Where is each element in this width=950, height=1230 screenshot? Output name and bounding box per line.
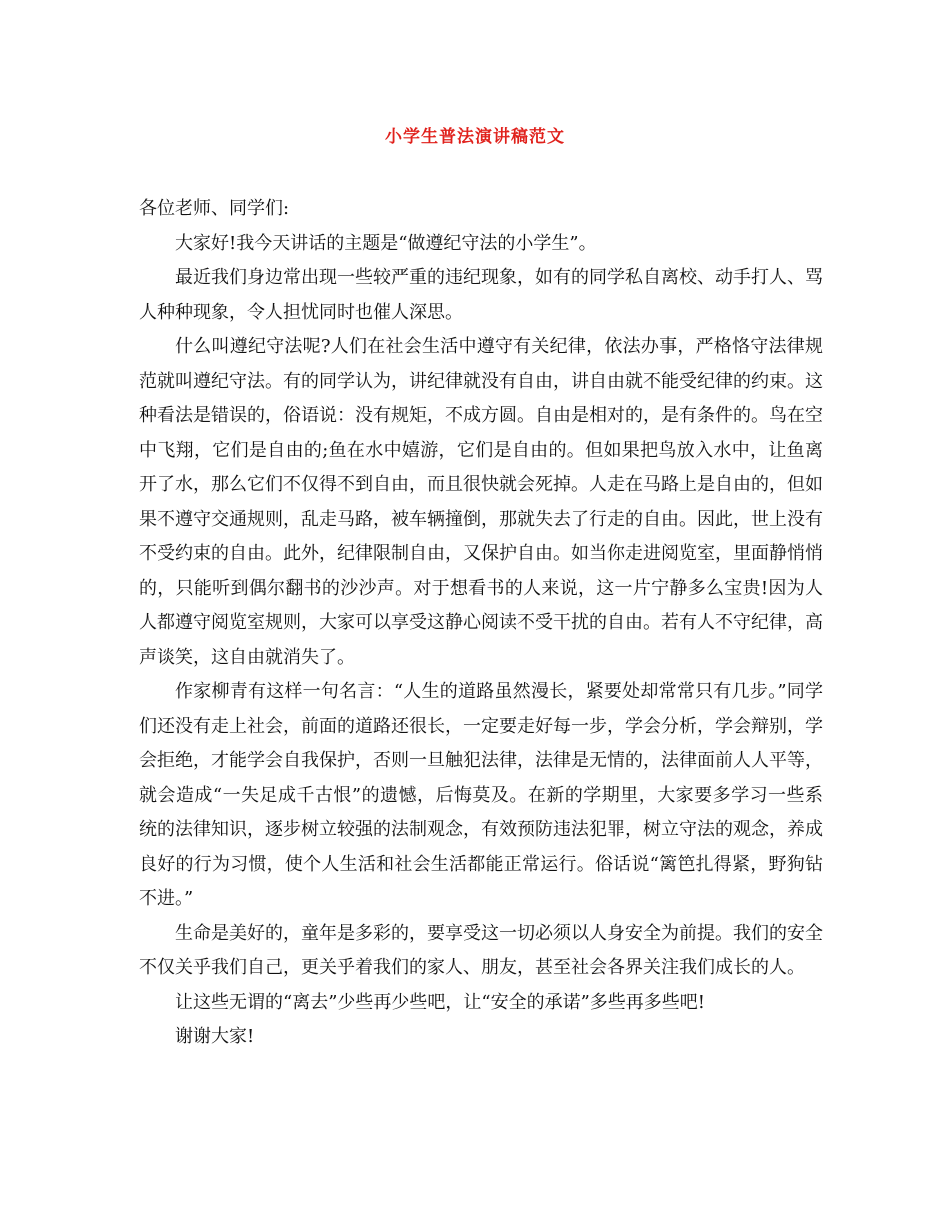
paragraph-phenomena: 最近我们身边常出现一些较严重的违纪现象，如有的同学私自离校、动手打人、骂人种种现象，令人担忧同时也催人深思。: [139, 267, 823, 323]
paragraph-appeal: 让这些无谓的“离去”少些再少些吧，让“安全的承诺”多些再多些吧!: [175, 991, 706, 1013]
paragraph-safety: 生命是美好的，童年是多彩的，要享受这一切必须以人身安全为前提。我们的安全不仅关乎我们自己，更关乎着我们的家人、朋友，甚至社会各界关注我们成长的人。: [139, 922, 823, 978]
paragraph-greeting: 大家好!我今天讲话的主题是“做遵纪守法的小学生”。: [175, 232, 597, 254]
salutation: 各位老师、同学们:: [139, 198, 290, 219]
paragraph-quote: 作家柳青有这样一句名言：“人生的道路虽然漫长，紧要处却常常只有几步。”同学们还没有走上社会，前面的道路还很长，一定要走好每一步，学会分析，学会辩别，学会拒绝，才能学会自我保护，否则一旦触犯法律，法律是无情的，法律面前人人平等，就会造成“一失足成千古恨”的遗憾，后悔莫及。在新的学期里，大家要多学习一些系统的法律知识，逐步树立较强的法制观念，有效预防违法犯罪，树立守法的观念，养成良好的行为习惯，使个人生活和社会生活都能正常运行。俗话说“篱笆扎得紧，野狗钻不进。”: [139, 681, 823, 909]
paragraph-thanks: 谢谢大家!: [175, 1026, 255, 1047]
document-body: [139, 192, 823, 1055]
paragraph-definition: 什么叫遵纪守法呢?人们在社会生活中遵守有关纪律，依法办事，严格恪守法律规范就叫遵纪守法。有的同学认为，讲纪律就没有自由，讲自由就不能受纪律的约束。这种看法是错误的，俗语说：没有规矩，不成方圆。自由是相对的，是有条件的。鸟在空中飞翔，它们是自由的;鱼在水中嬉游，它们是自由的。但如果把鸟放入水中，让鱼离开了水，那么它们不仅得不到自由，而且很快就会死掉。人走在马路上是自由的，但如果不遵守交通规则，乱走马路，被车辆撞倒，那就失去了行走的自由。因此，世上没有不受约束的自由。此外，纪律限制自由，又保护自由。如当你走进阅览室，里面静悄悄的，只能听到偶尔翻书的沙沙声。对于想看书的人来说，这一片宁静多么宝贵!因为人人都遵守阅览室规则，大家可以享受这静心阅读不受干扰的自由。若有人不守纪律，高声谈笑，这自由就消失了。: [139, 336, 823, 668]
document-title: 小学生普法演讲稿范文: [385, 127, 565, 147]
